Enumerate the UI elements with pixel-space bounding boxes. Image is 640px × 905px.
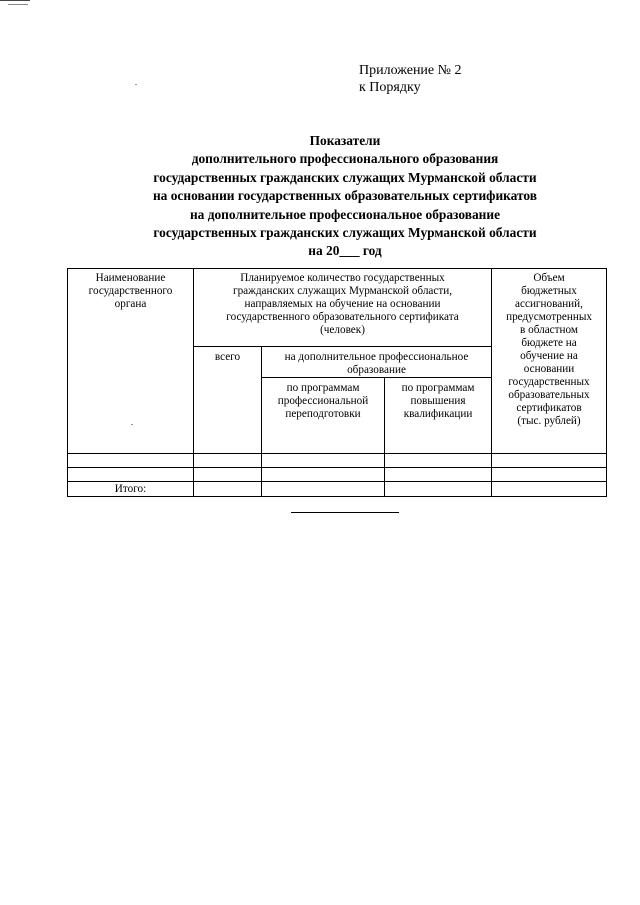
title-line: государственных гражданских служащих Мурманской области [153,225,537,241]
appendix-procedure: к Порядку [359,80,421,95]
title-line: государственных гражданских служащих Мурманской области [153,169,537,185]
header-retraining: по программам профессиональной переподготовки [262,378,385,454]
indicators-table [67,268,607,497]
scan-speck [135,84,137,85]
document-title [80,132,610,261]
title-line: Показатели [309,133,381,148]
table-cell [385,482,492,497]
table-cell [385,454,492,468]
header-budget: Объем бюджетных ассигнований, предусмотренных в областном бюджете на обучение на основании государственных образовательных сертификатов (тыс. рублей) [492,269,607,454]
table-cell [262,468,385,482]
end-rule [291,512,399,513]
appendix-reference [359,62,462,96]
header-qualification: по программам повышения квалификации [385,378,492,454]
header-additional-education: на дополнительное профессиональное образование [262,347,492,378]
total-row [68,482,607,497]
table-cell [492,454,607,468]
appendix-number: Приложение № 2 [359,63,462,78]
table-cell [194,482,262,497]
table-cell [262,482,385,497]
table-cell [68,468,194,482]
table-cell [262,454,385,468]
scan-mark [8,4,28,5]
table-cell [68,454,194,468]
table-row [68,454,607,468]
scan-speck [131,424,133,425]
title-line: на основании государственных образовательных сертификатов [152,188,538,204]
table-cell [492,468,607,482]
title-line: на 20___ год [308,243,382,259]
table-cell [194,454,262,468]
total-label: Итого: [68,482,194,497]
table-row [68,468,607,482]
title-line: на дополнительное профессиональное образование [189,206,501,222]
title-line: дополнительного профессионального образования [191,151,499,167]
table-cell [194,468,262,482]
header-org-name: Наименование государственного органа [68,269,194,454]
scan-mark [0,0,30,1]
table-cell [385,468,492,482]
header-total: всего [194,347,262,454]
table-cell [492,482,607,497]
header-planned-count: Планируемое количество государственных гражданских служащих Мурманской области, направляемых на обучение на основании государственного образовательного сертификата (человек) [194,269,492,347]
